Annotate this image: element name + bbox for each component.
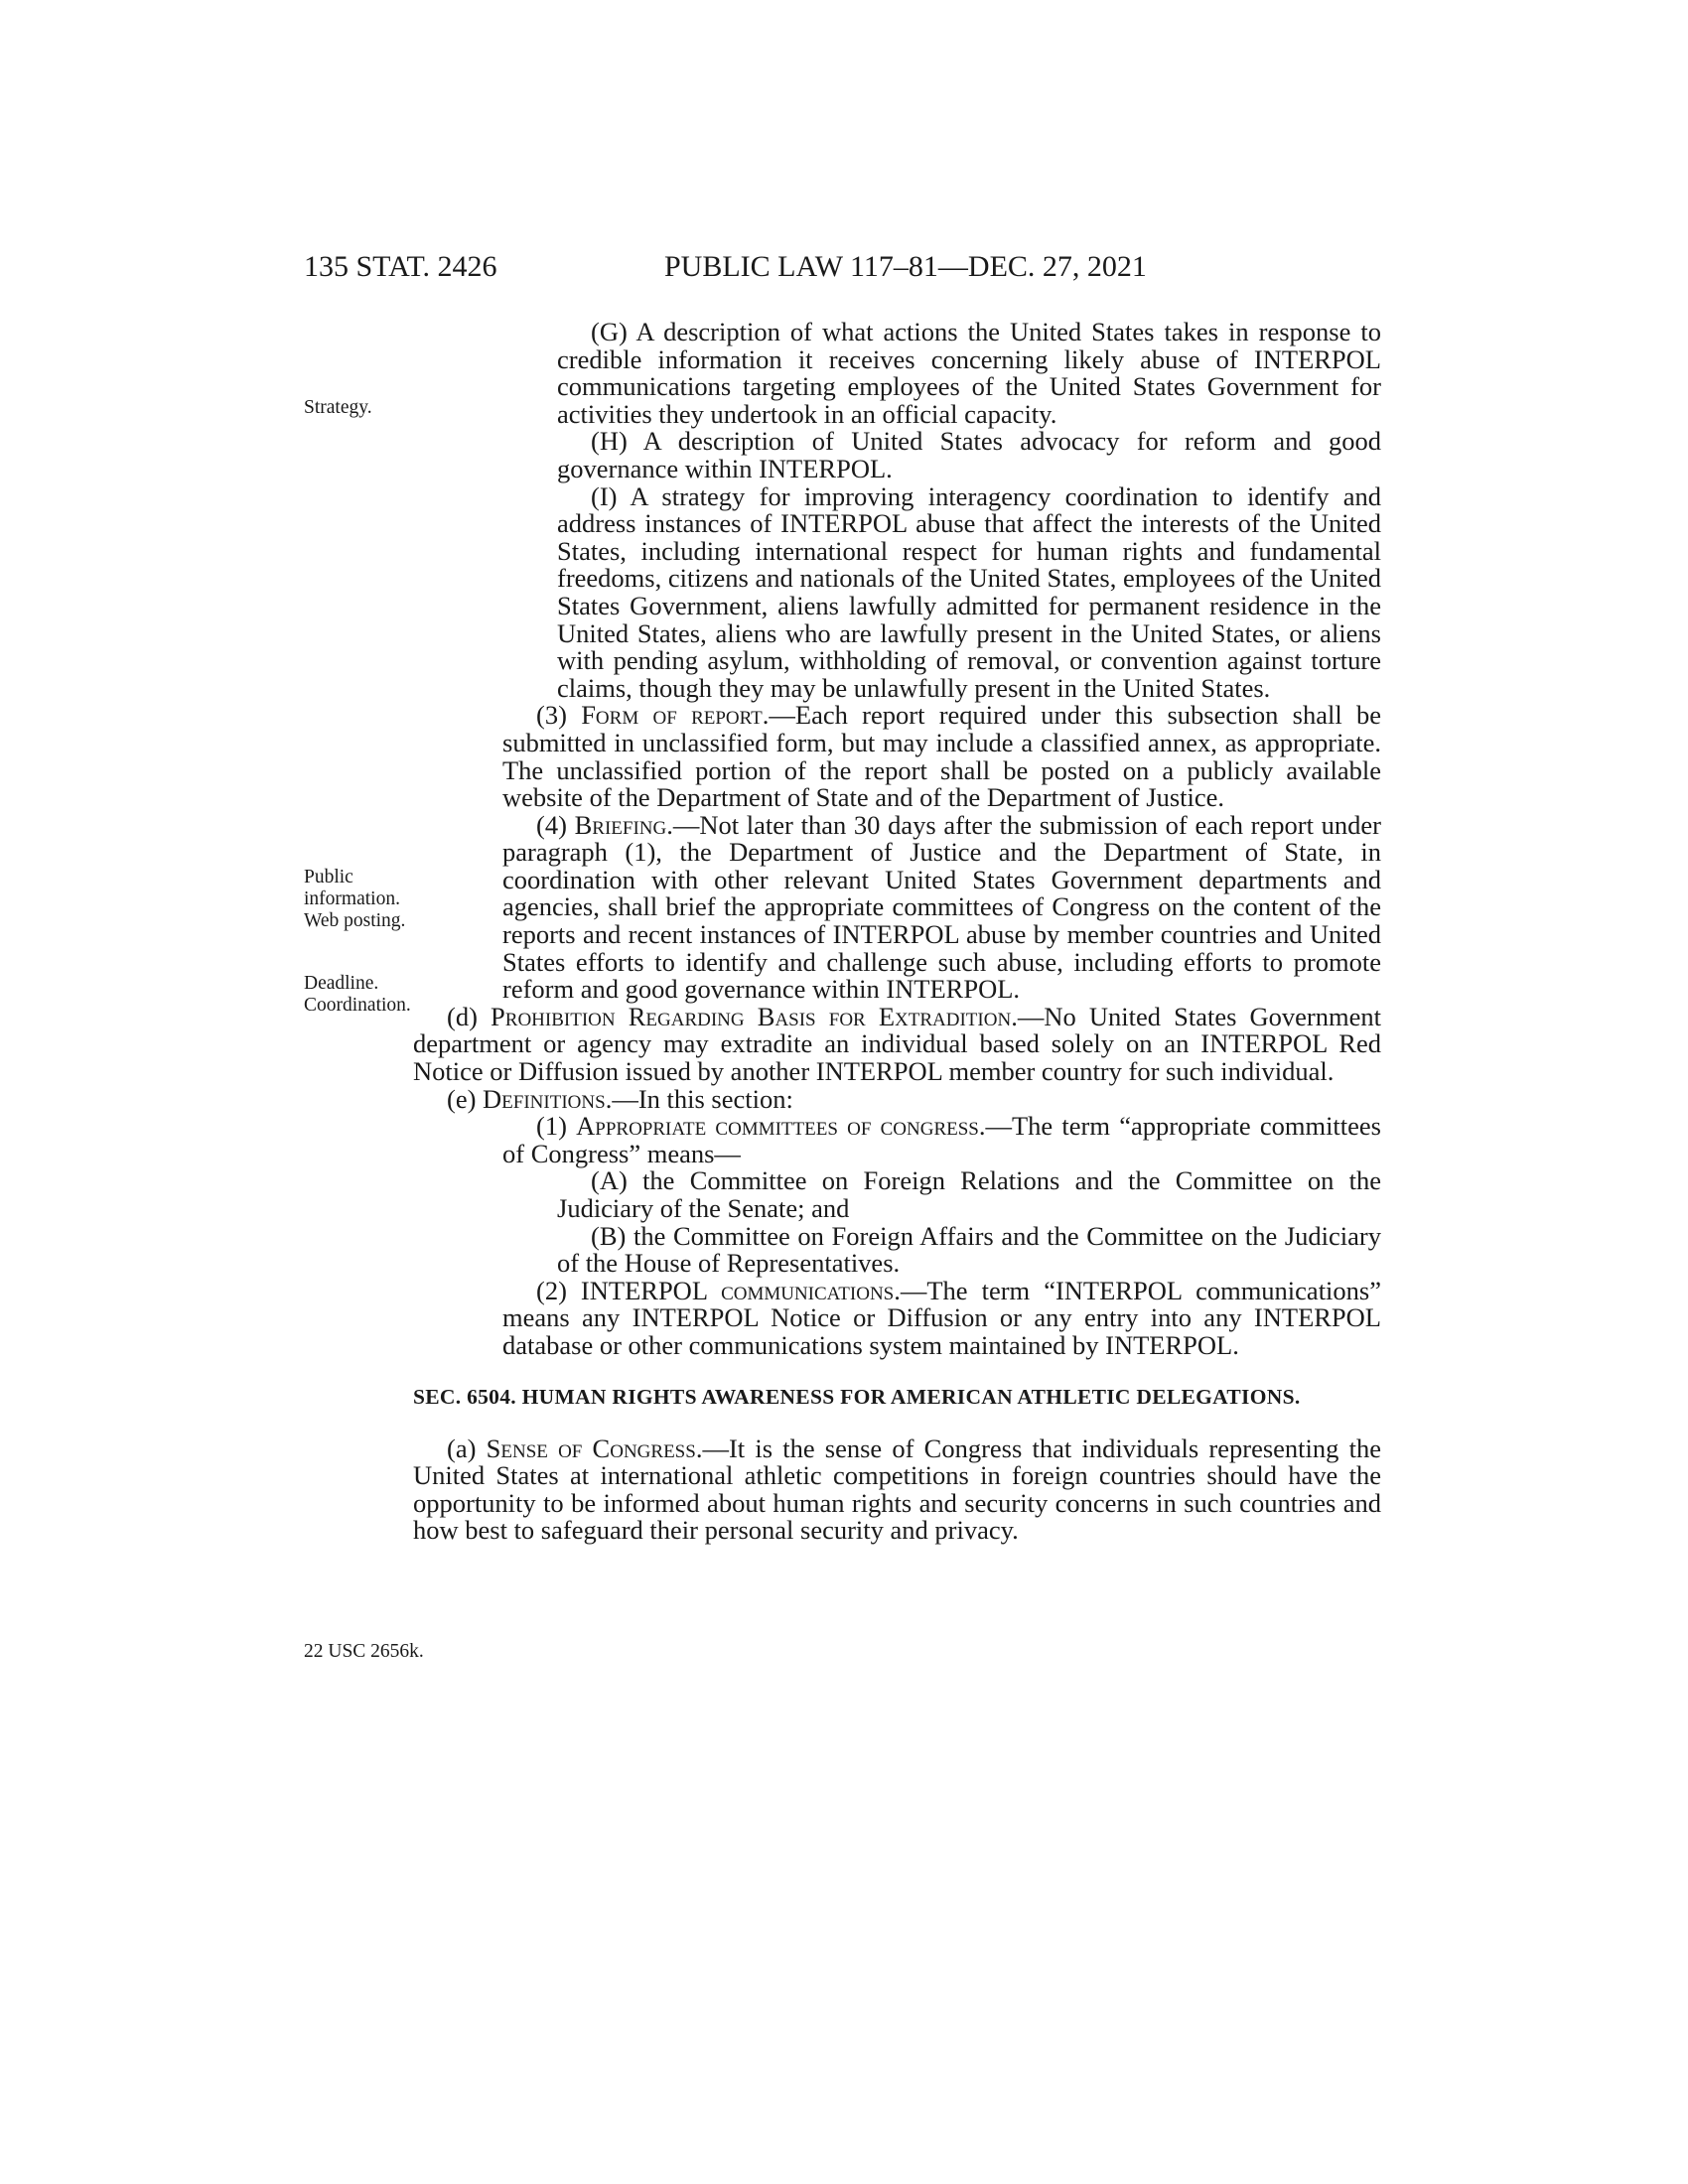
definition-heading: Appropriate committees of congress	[576, 1111, 979, 1142]
subsection-d	[413, 1001, 1381, 1087]
paragraph-number: (1)	[536, 1111, 577, 1142]
paragraph-number: (2) INTERPOL	[536, 1275, 722, 1305]
paragraph-4	[502, 809, 1381, 1005]
section-title: HUMAN RIGHTS AWARENESS FOR AMERICAN ATHLETIC DELEGATIONS.	[521, 1384, 1301, 1409]
subsection-text: .—It is the sense of Congress that individuals representing the United States at international athletic competitions in foreign countries should have the opportunity to be informed about human rights and security concerns in such countries and how best to safeguard their personal security and privacy.	[413, 1433, 1381, 1546]
subsection-e	[413, 1083, 1381, 1114]
paragraph-3	[502, 702, 1381, 811]
running-head: PUBLIC LAW 117–81—DEC. 27, 2021	[664, 250, 1147, 283]
subsection-heading: Definitions	[483, 1083, 606, 1114]
subsection-letter: (d)	[447, 1001, 492, 1031]
margin-note-usc: 22 USC 2656k.	[304, 1641, 424, 1662]
paragraph-text: .—Not later than 30 days after the submission of each report under paragraph (1), the Department of Justice and the Department of State, in coordination with other relevant United States Government departments and agencies, shall brief the appropriate committees of Congress on the content of the reports and recent instances of INTERPOL abuse by member countries and United States efforts to identify and challenge such abuse, including efforts to promote reform and good governance within INTERPOL.	[502, 809, 1381, 1005]
definition-1-b: (B) the Committee on Foreign Affairs and the Committee on the Judiciary of the House of Representatives.	[557, 1220, 1381, 1279]
subsection-heading: Sense of Congress	[486, 1433, 696, 1463]
section-label: SEC. 6504.	[413, 1384, 522, 1409]
statute-page-number: 135 STAT. 2426	[304, 250, 497, 283]
subsection-text: .—No United States Government department or agency may extradite an individual based solely on an INTERPOL Red Notice or Diffusion issued by another INTERPOL member country for such individual.	[413, 1001, 1381, 1087]
subsection-a	[413, 1435, 1381, 1545]
body-text	[413, 317, 1381, 1546]
margin-note-strategy: Strategy.	[304, 397, 372, 418]
subparagraph-g: (G) A description of what actions the United States takes in response to credible information it receives concerning likely abuse of INTERPOL communications targeting employees of the United States Government for activities they undertook in an official capacity.	[557, 317, 1381, 429]
definition-text: .—The term “INTERPOL communications” means any INTERPOL Notice or Diffusion or any entry into any INTERPOL database or other communications system maintained by INTERPOL.	[502, 1275, 1381, 1360]
definition-text: .—The term “appropriate committees of Congress” means—	[502, 1111, 1381, 1168]
section-heading	[413, 1384, 1381, 1410]
subsection-letter: (a)	[447, 1433, 487, 1463]
subparagraph-h: (H) A description of United States advocacy for reform and good governance within INTERPOL.	[557, 426, 1381, 483]
paragraph-number: (4)	[536, 809, 575, 840]
subsection-text: .—In this section:	[605, 1083, 793, 1114]
margin-note-public-information: Public information. Web posting.	[304, 867, 406, 931]
paragraph-heading: Form of report	[581, 700, 763, 731]
paragraph-text: .—Each report required under this subsection shall be submitted in unclassified form, but may include a classified annex, as appropriate. The unclassified portion of the report shall be posted on a publicly available website of the Department of State and of the Department of Justice.	[502, 700, 1381, 813]
definition-heading: communications	[721, 1275, 895, 1305]
subparagraph-i: (I) A strategy for improving interagency coordination to identify and address instances of INTERPOL abuse that affect the interests of the United States, including international respect for human rights and fundamental freedoms, citizens and nationals of the United States, employees of the United States Government, aliens lawfully admitted for permanent residence in the United States, aliens who are lawfully present in the United States, or aliens with pending asylum, withholding of removal, or convention against torture claims, though they may be unlawfully present in the United States.	[557, 480, 1381, 703]
paragraph-number: (3)	[536, 700, 582, 731]
paragraph-heading: Briefing	[574, 809, 667, 840]
margin-note-deadline: Deadline. Coordination.	[304, 973, 411, 1016]
subsection-heading: Prohibition Regarding Basis for Extradition	[491, 1001, 1012, 1031]
subsection-letter: (e)	[447, 1083, 484, 1114]
definition-1-a: (A) the Committee on Foreign Relations and the Committee on the Judiciary of the Senate; and	[557, 1165, 1381, 1223]
definition-2	[502, 1275, 1381, 1360]
definition-1	[502, 1113, 1381, 1167]
